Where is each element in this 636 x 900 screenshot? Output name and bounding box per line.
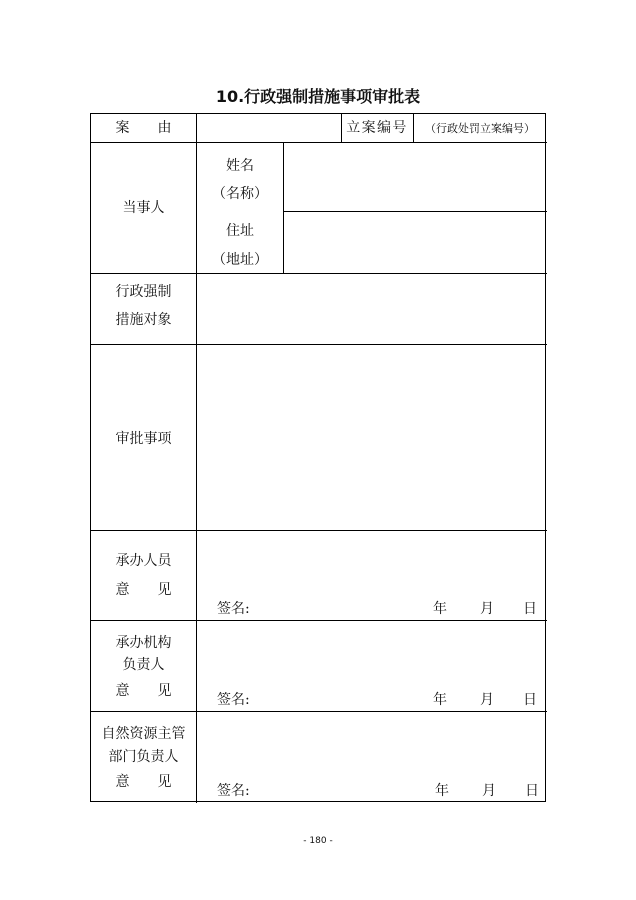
matter-field[interactable] [197,345,547,530]
dept-label-line2: 部门负责人 [108,749,179,765]
dept-label-line3: 意 见 [115,774,172,790]
agency-label-line3: 意 见 [115,683,172,699]
approval-form-table [90,113,546,802]
target-label-line2: 措施对象 [115,312,172,328]
dept-month-label: 月 [482,783,496,799]
name-label-sub: （名称） [212,186,268,202]
staff-year-label: 年 [433,601,447,617]
dept-year-label: 年 [435,783,449,799]
dept-day-label: 日 [525,783,539,799]
staff-label-line1: 承办人员 [115,553,172,569]
agency-year-label: 年 [433,692,447,708]
staff-month-label: 月 [480,601,494,617]
party-label: 当事人 [122,200,165,216]
target-label-line1: 行政强制 [115,284,172,300]
dept-sign-label: 签名: [217,783,250,799]
name-label: 姓名 [226,158,254,174]
agency-day-label: 日 [523,692,537,708]
agency-label-line1: 承办机构 [115,635,172,651]
filing-number-hint: （行政处罚立案编号） [425,122,535,135]
case-label: 案 由 [115,120,172,136]
filing-number-label: 立案编号 [346,120,408,136]
address-field[interactable] [284,212,547,273]
dept-label-line1: 自然资源主管 [101,726,186,742]
form-title: 10.行政强制措施事项审批表 [215,87,421,106]
case-field[interactable] [197,114,341,142]
address-label: 住址 [226,223,254,239]
staff-label-line2: 意 见 [115,582,172,598]
matter-label: 审批事项 [115,431,172,447]
name-field[interactable] [284,143,547,211]
agency-sign-label: 签名: [217,692,250,708]
staff-sign-label: 签名: [217,601,250,617]
agency-month-label: 月 [480,692,494,708]
agency-label-line2: 负责人 [122,657,165,673]
page-number: - 180 - [303,836,333,846]
staff-day-label: 日 [523,601,537,617]
target-field[interactable] [197,274,547,344]
address-label-sub: （地址） [212,252,268,268]
